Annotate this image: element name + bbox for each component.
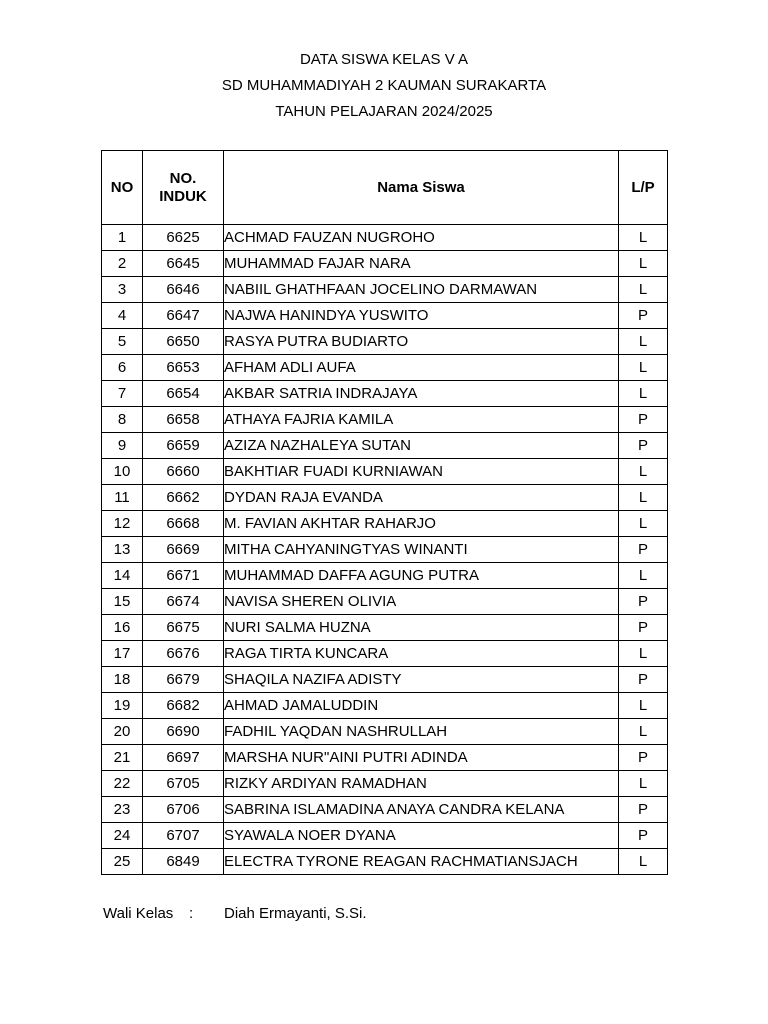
cell-nama: MUHAMMAD DAFFA AGUNG PUTRA	[224, 563, 619, 589]
cell-induk: 6679	[143, 667, 224, 693]
cell-lp: L	[619, 251, 668, 277]
student-table	[101, 150, 668, 875]
cell-lp: P	[619, 615, 668, 641]
cell-no: 19	[102, 693, 143, 719]
cell-induk: 6675	[143, 615, 224, 641]
cell-no: 14	[102, 563, 143, 589]
cell-no: 1	[102, 225, 143, 251]
cell-induk: 6669	[143, 537, 224, 563]
column-header-lp: L/P	[619, 151, 668, 225]
cell-no: 12	[102, 511, 143, 537]
table-row	[102, 355, 668, 381]
table-row	[102, 771, 668, 797]
cell-lp: P	[619, 745, 668, 771]
cell-induk: 6682	[143, 693, 224, 719]
cell-lp: L	[619, 563, 668, 589]
table-row	[102, 433, 668, 459]
cell-induk: 6654	[143, 381, 224, 407]
cell-nama: MITHA CAHYANINGTYAS WINANTI	[224, 537, 619, 563]
cell-no: 16	[102, 615, 143, 641]
table-row	[102, 641, 668, 667]
cell-nama: NAVISA SHEREN OLIVIA	[224, 589, 619, 615]
cell-induk: 6660	[143, 459, 224, 485]
column-header-no: NO	[102, 151, 143, 225]
cell-lp: L	[619, 381, 668, 407]
cell-lp: P	[619, 667, 668, 693]
cell-induk: 6671	[143, 563, 224, 589]
table-row	[102, 849, 668, 875]
table-row	[102, 329, 668, 355]
cell-nama: NABIIL GHATHFAAN JOCELINO DARMAWAN	[224, 277, 619, 303]
table-row	[102, 797, 668, 823]
cell-induk: 6650	[143, 329, 224, 355]
cell-lp: P	[619, 433, 668, 459]
cell-nama: RAGA TIRTA KUNCARA	[224, 641, 619, 667]
table-row	[102, 485, 668, 511]
table-row	[102, 589, 668, 615]
cell-no: 13	[102, 537, 143, 563]
table-row	[102, 303, 668, 329]
cell-nama: MUHAMMAD FAJAR NARA	[224, 251, 619, 277]
table-row	[102, 563, 668, 589]
cell-no: 10	[102, 459, 143, 485]
table-row	[102, 251, 668, 277]
table-row	[102, 615, 668, 641]
cell-lp: L	[619, 511, 668, 537]
cell-no: 11	[102, 485, 143, 511]
cell-nama: FADHIL YAQDAN NASHRULLAH	[224, 719, 619, 745]
cell-induk: 6645	[143, 251, 224, 277]
table-row	[102, 667, 668, 693]
cell-induk: 6625	[143, 225, 224, 251]
cell-lp: L	[619, 225, 668, 251]
table-row	[102, 511, 668, 537]
cell-nama: SYAWALA NOER DYANA	[224, 823, 619, 849]
cell-nama: AHMAD JAMALUDDIN	[224, 693, 619, 719]
cell-induk: 6659	[143, 433, 224, 459]
cell-lp: L	[619, 641, 668, 667]
cell-induk: 6653	[143, 355, 224, 381]
cell-induk: 6849	[143, 849, 224, 875]
table-row	[102, 277, 668, 303]
cell-nama: SHAQILA NAZIFA ADISTY	[224, 667, 619, 693]
table-row	[102, 537, 668, 563]
cell-induk: 6674	[143, 589, 224, 615]
column-header-induk	[143, 151, 224, 225]
cell-induk: 6697	[143, 745, 224, 771]
cell-nama: ACHMAD FAUZAN NUGROHO	[224, 225, 619, 251]
cell-induk: 6668	[143, 511, 224, 537]
cell-induk: 6646	[143, 277, 224, 303]
cell-nama: DYDAN RAJA EVANDA	[224, 485, 619, 511]
document-title: DATA SISWA KELAS V A	[299, 51, 469, 68]
cell-induk: 6705	[143, 771, 224, 797]
cell-no: 8	[102, 407, 143, 433]
academic-year: TAHUN PELAJARAN 2024/2025	[275, 103, 493, 120]
cell-nama: NAJWA HANINDYA YUSWITO	[224, 303, 619, 329]
cell-nama: ATHAYA FAJRIA KAMILA	[224, 407, 619, 433]
table-header-row	[102, 151, 668, 225]
cell-lp: P	[619, 589, 668, 615]
homeroom-separator: :	[189, 905, 194, 922]
cell-no: 20	[102, 719, 143, 745]
document-header	[0, 47, 768, 125]
cell-lp: P	[619, 537, 668, 563]
cell-no: 2	[102, 251, 143, 277]
cell-no: 23	[102, 797, 143, 823]
cell-lp: L	[619, 459, 668, 485]
cell-no: 15	[102, 589, 143, 615]
cell-induk: 6647	[143, 303, 224, 329]
cell-no: 21	[102, 745, 143, 771]
cell-no: 7	[102, 381, 143, 407]
homeroom-label: Wali Kelas	[103, 905, 174, 922]
cell-nama: AFHAM ADLI AUFA	[224, 355, 619, 381]
cell-nama: MARSHA NUR"AINI PUTRI ADINDA	[224, 745, 619, 771]
homeroom-teacher-name: Diah Ermayanti, S.Si.	[224, 905, 367, 922]
cell-nama: M. FAVIAN AKHTAR RAHARJO	[224, 511, 619, 537]
cell-induk: 6662	[143, 485, 224, 511]
cell-induk: 6658	[143, 407, 224, 433]
cell-no: 4	[102, 303, 143, 329]
cell-nama: NURI SALMA HUZNA	[224, 615, 619, 641]
cell-induk: 6690	[143, 719, 224, 745]
cell-induk: 6707	[143, 823, 224, 849]
cell-induk: 6676	[143, 641, 224, 667]
cell-nama: ELECTRA TYRONE REAGAN RACHMATIANSJACH	[224, 849, 619, 875]
cell-no: 22	[102, 771, 143, 797]
cell-lp: L	[619, 849, 668, 875]
cell-no: 3	[102, 277, 143, 303]
column-header-induk-line2: INDUK	[159, 187, 207, 205]
cell-no: 24	[102, 823, 143, 849]
table-row	[102, 823, 668, 849]
column-header-nama: Nama Siswa	[224, 151, 619, 225]
cell-no: 6	[102, 355, 143, 381]
cell-nama: SABRINA ISLAMADINA ANAYA CANDRA KELANA	[224, 797, 619, 823]
cell-lp: L	[619, 771, 668, 797]
table-row	[102, 407, 668, 433]
cell-lp: P	[619, 303, 668, 329]
school-name: SD MUHAMMADIYAH 2 KAUMAN SURAKARTA	[221, 77, 547, 94]
table-body	[102, 225, 668, 875]
cell-lp: L	[619, 485, 668, 511]
cell-lp: L	[619, 693, 668, 719]
cell-nama: RASYA PUTRA BUDIARTO	[224, 329, 619, 355]
table-row	[102, 745, 668, 771]
cell-lp: L	[619, 329, 668, 355]
cell-lp: L	[619, 277, 668, 303]
cell-nama: BAKHTIAR FUADI KURNIAWAN	[224, 459, 619, 485]
cell-induk: 6706	[143, 797, 224, 823]
cell-nama: AZIZA NAZHALEYA SUTAN	[224, 433, 619, 459]
cell-lp: P	[619, 407, 668, 433]
table-row	[102, 225, 668, 251]
cell-nama: RIZKY ARDIYAN RAMADHAN	[224, 771, 619, 797]
table-row	[102, 719, 668, 745]
column-header-induk-line1: NO.	[169, 169, 197, 187]
table-row	[102, 693, 668, 719]
cell-no: 25	[102, 849, 143, 875]
cell-no: 18	[102, 667, 143, 693]
table-row	[102, 381, 668, 407]
cell-lp: P	[619, 797, 668, 823]
table-row	[102, 459, 668, 485]
cell-no: 17	[102, 641, 143, 667]
cell-lp: L	[619, 719, 668, 745]
cell-lp: L	[619, 355, 668, 381]
cell-no: 5	[102, 329, 143, 355]
cell-lp: P	[619, 823, 668, 849]
cell-nama: AKBAR SATRIA INDRAJAYA	[224, 381, 619, 407]
cell-no: 9	[102, 433, 143, 459]
